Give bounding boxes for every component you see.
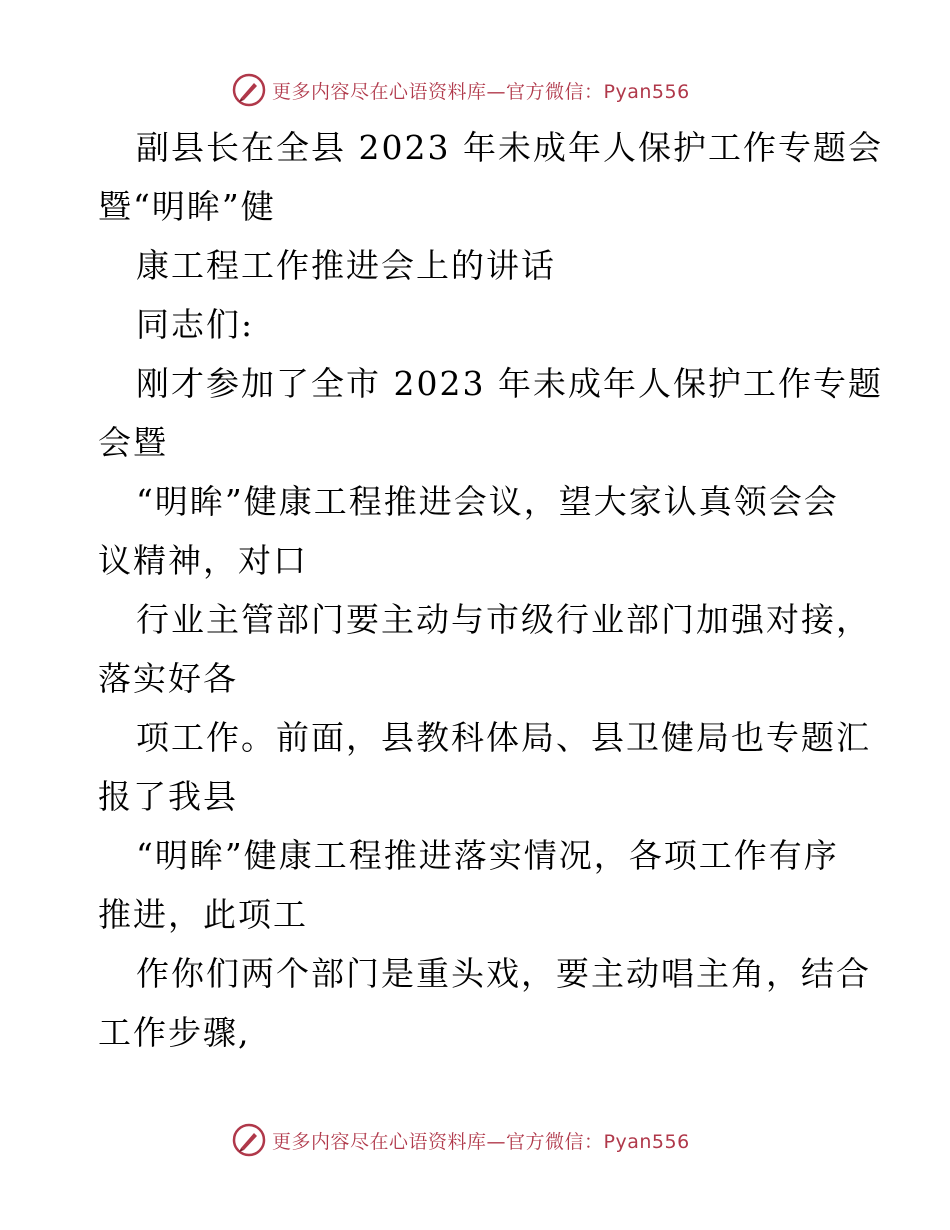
text-line: 行业主管部门要主动与市级行业部门加强对接， [136,600,871,639]
pen-logo-icon [232,1123,266,1157]
document-body [98,118,883,1062]
text-line: 副县长在全县 2023 年未成年人保护工作专题会 [136,128,883,167]
text-line: “明眸”健康工程推进落实情况，各项工作有序 [136,836,839,875]
text-line: 工作步骤, [98,1013,251,1052]
pen-logo-icon [232,73,266,107]
text-line: 作你们两个部门是重头戏，要主动唱主角，结合 [136,954,871,993]
text-line: 刚才参加了全市 2023 年未成年人保护工作专题 [136,364,883,403]
text-line: 暨“明眸”健 [98,187,276,226]
text-line: 同志们: [136,305,255,344]
text-line: 报了我县 [98,777,238,816]
banner-text: 更多内容尽在心语资料库—官方微信：Pyan556 [272,80,690,103]
header-banner [232,72,752,108]
text-line: 议精神，对口 [98,541,308,580]
text-line: 落实好各 [98,659,238,698]
text-line: 会暨 [98,423,168,462]
text-line: 推进，此项工 [98,895,308,934]
text-line: “明眸”健康工程推进会议，望大家认真领会会 [136,482,839,521]
text-line: 项工作。前面，县教科体局、县卫健局也专题汇 [136,718,871,757]
footer-banner [232,1122,752,1158]
banner-text: 更多内容尽在心语资料库—官方微信：Pyan556 [272,1130,690,1153]
text-line: 康工程工作推进会上的讲话 [136,246,556,285]
